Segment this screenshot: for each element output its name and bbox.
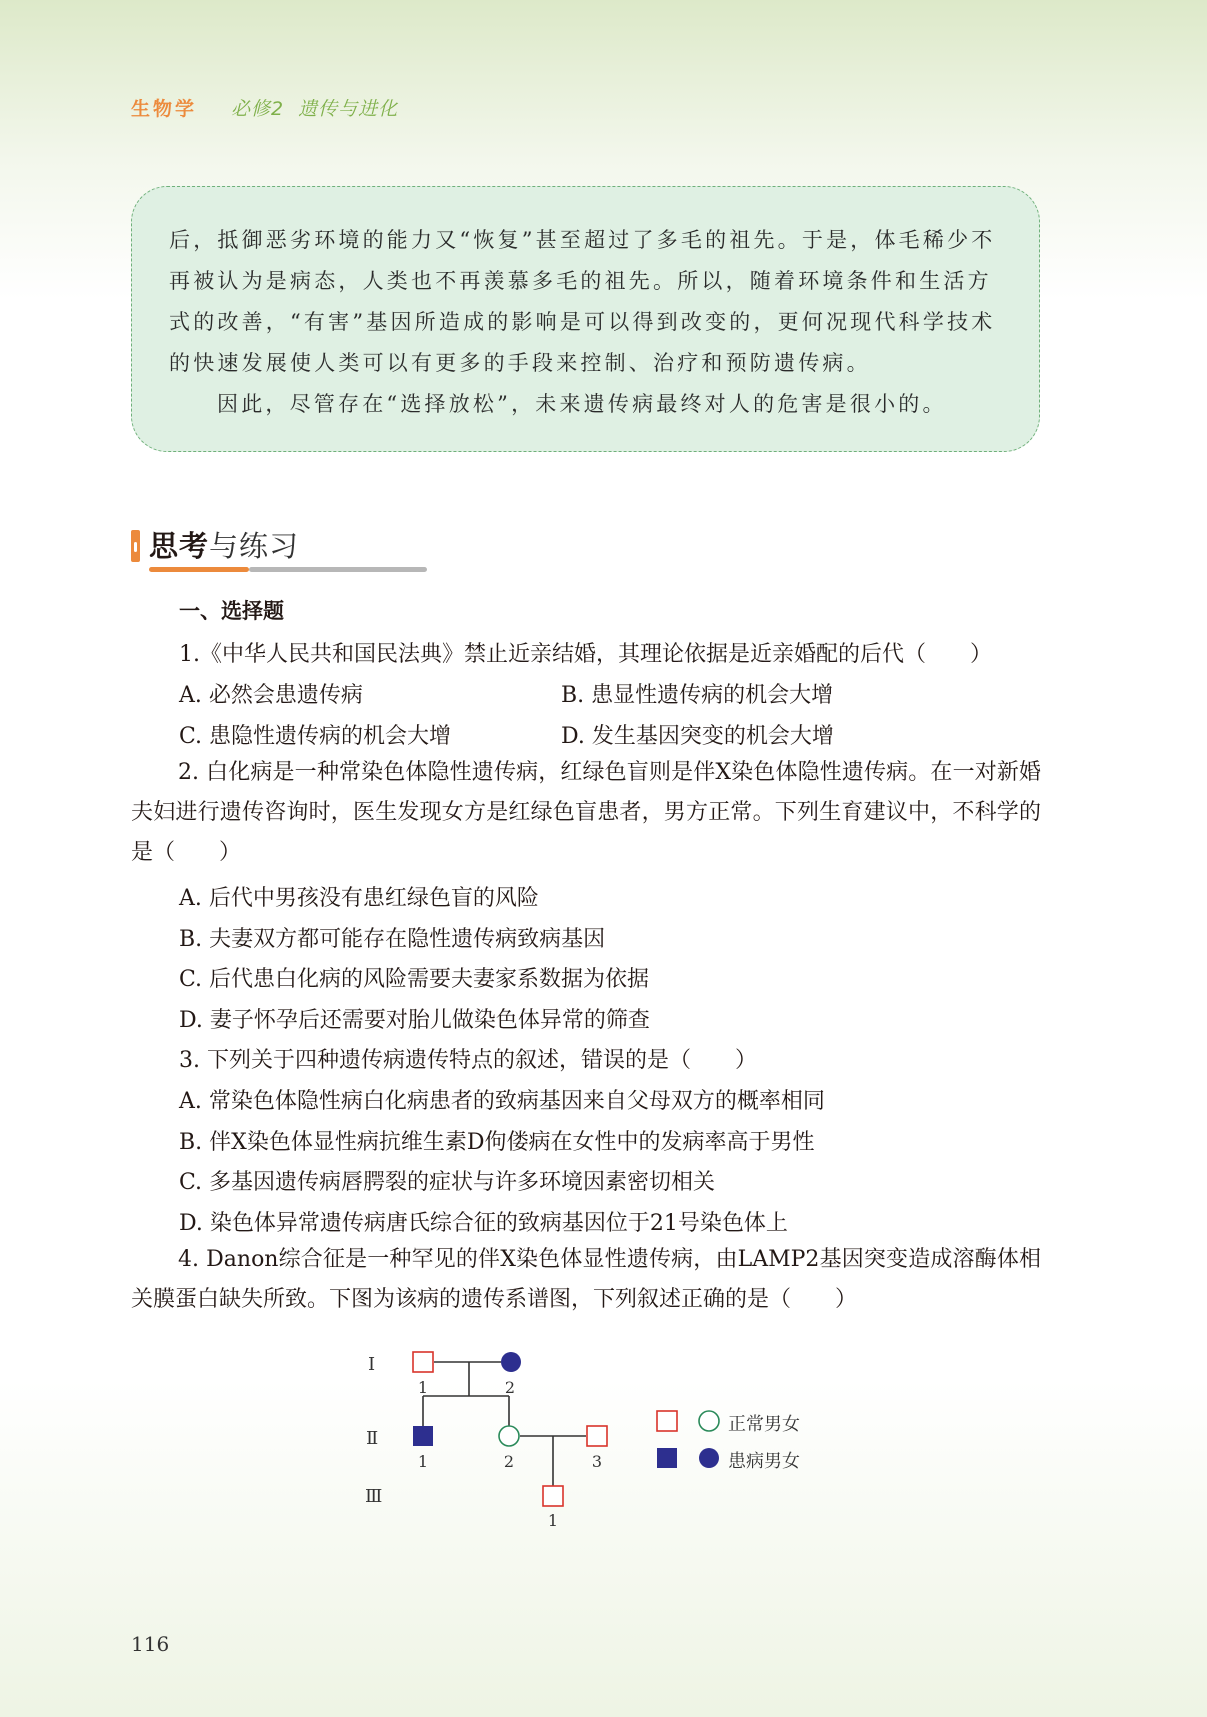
section-title-part2: 与练习 [209,529,300,563]
q1-option-d: D. 发生基因突变的机会大增 [561,724,834,749]
pedigree-num-I2: 2 [504,1378,516,1397]
q2-option-d: D. 妻子怀孕后还需要对胎儿做染色体异常的筛查 [179,1008,650,1033]
legend-affected-female-symbol [699,1448,719,1468]
pedigree-I1-normal-male [413,1352,433,1372]
q1-option-c: C. 患隐性遗传病的机会大增 [179,724,452,749]
q4-stem: 4. Danon综合征是一种罕见的伴X染色体显性遗传病，由LAMP2基因突变造成溶酶体相关膜蛋白缺失所致。下图为该病的遗传系谱图，下列叙述正确的是（ ） [131,1247,1041,1312]
pedigree-II1-affected-male [413,1426,433,1446]
legend-normal-male-symbol [657,1411,677,1431]
q2-option-a: A. 后代中男孩没有患红绿色盲的风险 [179,886,539,911]
generation-label-3: Ⅲ [365,1486,383,1507]
q1-stem: 1.《中华人民共和国民法典》禁止近亲结婚，其理论依据是近亲婚配的后代（ ） [179,642,992,667]
header-title: 遗传与进化 [298,98,399,120]
header-book: 必修2 [231,98,285,120]
q1-option-a: A. 必然会患遗传病 [179,683,363,708]
pedigree-num-II2: 2 [503,1452,515,1471]
page-number: 116 [131,1632,170,1656]
q2-stem: 2. 白化病是一种常染色体隐性遗传病，红绿色盲则是伴X染色体隐性遗传病。在一对新婚夫妇进行遗传咨询时，医生发现女方是红绿色盲患者，男方正常。下列生育建议中，不科学的是（ ） [131,760,1041,865]
pedigree-num-II1: 1 [417,1452,429,1471]
pedigree-I2-affected-female [501,1352,521,1372]
legend-normal-label: 正常男女 [728,1414,800,1435]
box-paragraph-1: 后，抵御恶劣环境的能力又“恢复”甚至超过了多毛的祖先。于是，体毛稀少不再被认为是病态，人类也不再羡慕多毛的祖先。所以，随着环境条件和生活方式的改善，“有害”基因所造成的影响是可以得到改变的，更何况现代科学技术的快速发展使人类可以有更多的手段来控制、治疗和预防遗传病。 [169,228,996,375]
pedigree-num-II3: 3 [591,1452,603,1471]
legend-normal-female-symbol [699,1411,719,1431]
q1-option-b: B. 患显性遗传病的机会大增 [561,683,834,708]
exercise-heading: 一、选择题 [179,599,284,623]
pedigree-num-I1: 1 [417,1378,429,1397]
box-paragraph-2: 因此，尽管存在“选择放松”，未来遗传病最终对人的危害是很小的。 [217,392,947,416]
generation-label-2: Ⅱ [366,1428,379,1449]
pedigree-III1-normal-male [543,1486,563,1506]
generation-label-1: Ⅰ [368,1354,376,1375]
q3-option-a: A. 常染色体隐性病白化病患者的致病基因来自父母双方的概率相同 [179,1089,825,1114]
q3-option-b: B. 伴X染色体显性病抗维生素D佝偻病在女性中的发病率高于男性 [179,1130,815,1155]
q2-option-b: B. 夫妻双方都可能存在隐性遗传病致病基因 [179,927,606,952]
q3-option-c: C. 多基因遗传病唇腭裂的症状与许多环境因素密切相关 [179,1170,716,1195]
legend-affected-male-symbol [657,1448,677,1468]
q2-option-c: C. 后代患白化病的风险需要夫妻家系数据为依据 [179,967,650,992]
section-title-part1: 思考 [149,529,210,563]
pedigree-II3-normal-male [587,1426,607,1446]
header-subject: 生物学 [131,98,198,120]
q3-stem: 3. 下列关于四种遗传病遗传特点的叙述，错误的是（ ） [179,1048,757,1073]
q3-option-d: D. 染色体异常遗传病唐氏综合征的致病基因位于21号染色体上 [179,1211,788,1236]
pedigree-II2-normal-female [499,1426,519,1446]
legend-affected-label: 患病男女 [728,1451,800,1472]
pedigree-num-III1: 1 [547,1511,559,1530]
